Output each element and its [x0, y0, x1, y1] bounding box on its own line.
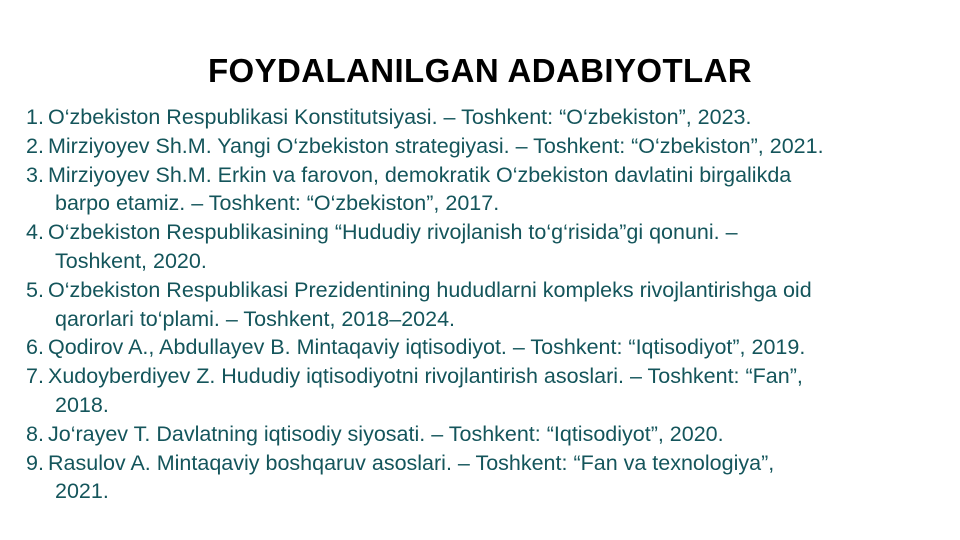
reference-line: 4. O‘zbekiston Respublikasining “Hududiy rivojlanish to‘g‘risida”gi qonuni. –	[26, 218, 936, 247]
reference-number: 5.	[26, 277, 44, 302]
reference-item	[26, 218, 936, 276]
reference-line: 3. Mirziyoyev Sh.M. Erkin va farovon, demokratik O‘zbekiston davlatini birgalikda	[26, 161, 936, 190]
reference-item	[26, 132, 936, 161]
reference-number: 3.	[26, 162, 44, 187]
reference-number: 7.	[26, 364, 44, 389]
reference-number: 8.	[26, 421, 44, 446]
reference-item	[26, 161, 936, 219]
reference-item	[26, 103, 936, 132]
reference-line: 2021.	[55, 479, 109, 504]
slide-title: FOYDALANILGAN ADABIYOTLAR	[207, 52, 753, 89]
reference-line: 9. Rasulov A. Mintaqaviy boshqaruv asoslari. – Toshkent: “Fan va texnologiya”,	[26, 449, 936, 478]
reference-number: 4.	[26, 220, 44, 245]
reference-item	[26, 276, 936, 334]
reference-number: 9.	[26, 450, 44, 475]
reference-item	[26, 449, 936, 507]
reference-line: 2018.	[55, 392, 109, 417]
reference-line: Toshkent, 2020.	[55, 248, 207, 273]
references-list	[26, 103, 936, 506]
reference-line: 5. O‘zbekiston Respublikasi Prezidentining hududlarni kompleks rivojlantirishga oid	[26, 276, 936, 305]
reference-line: 6. Qodirov A., Abdullayev B. Mintaqaviy iqtisodiyot. – Toshkent: “Iqtisodiyot”, 2019.	[26, 333, 936, 362]
reference-line: 2. Mirziyoyev Sh.M. Yangi O‘zbekiston strategiyasi. – Toshkent: “O‘zbekiston”, 2021.	[26, 132, 936, 161]
reference-number: 2.	[26, 133, 44, 158]
reference-number: 1.	[26, 105, 44, 129]
reference-item	[26, 362, 936, 420]
reference-line: qarorlari to‘plami. – Toshkent, 2018–2024.	[55, 306, 455, 331]
reference-line: 8. Jo‘rayev T. Davlatning iqtisodiy siyosati. – Toshkent: “Iqtisodiyot”, 2020.	[26, 420, 936, 449]
reference-line: barpo etamiz. – Toshkent: “O‘zbekiston”, 2017.	[55, 191, 500, 216]
reference-line: 1. O‘zbekiston Respublikasi Konstitutsiyasi. – Toshkent: “O‘zbekiston”, 2023.	[26, 103, 936, 132]
reference-item	[26, 420, 936, 449]
reference-item	[26, 333, 936, 362]
reference-number: 6.	[26, 335, 44, 360]
reference-line: 7. Xudoyberdiyev Z. Hududiy iqtisodiyotni rivojlantirish asoslari. – Toshkent: “Fan”,	[26, 362, 936, 391]
